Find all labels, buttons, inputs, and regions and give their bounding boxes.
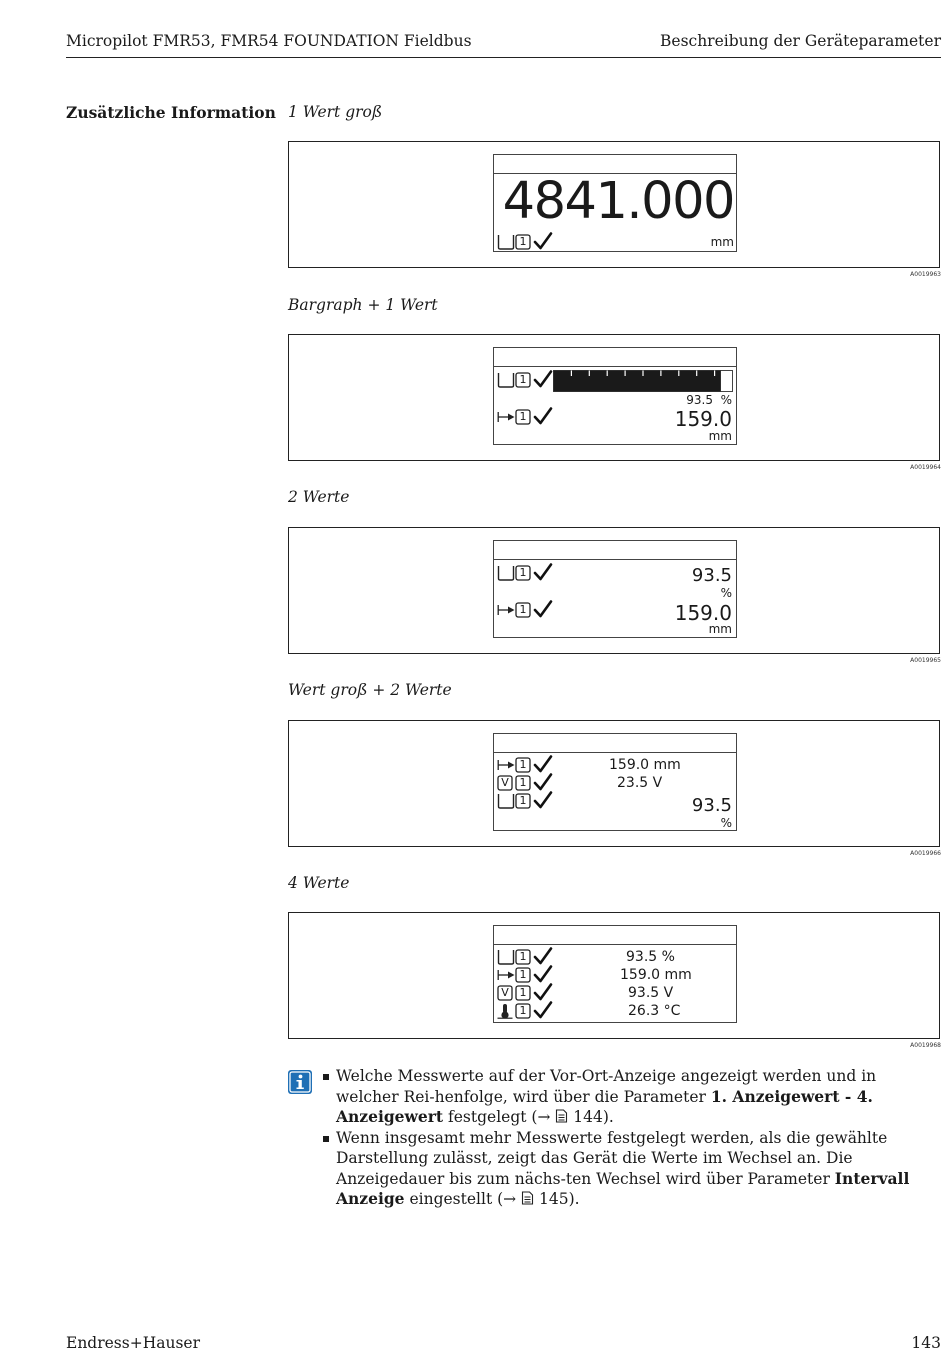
header-section: Beschreibung der Geräteparameter	[660, 32, 941, 50]
note-item-2: Wenn insgesamt mehr Messwerte festgelegt werden, als die gewählte Darstellung zulässt, zeigt das Gerät die Werte im Wechsel an. Die Anzeigedauer bis zum nächs-ten Wechsel wird über Parameter Intervall Anzeige eingestellt (→ 145).	[322, 1128, 928, 1210]
figure-caption-3: 2 Werte	[288, 488, 350, 506]
page-reference-icon	[521, 1191, 534, 1205]
status-ok-icon	[533, 370, 553, 388]
channel-number: 1	[519, 986, 527, 999]
channel-badge	[515, 565, 531, 581]
big-value-unit: %	[720, 816, 732, 830]
figure-code-3: A0019965	[910, 657, 941, 664]
header-title: Micropilot FMR53, FMR54 FOUNDATION Fieldbus	[66, 32, 472, 50]
large-value: 4841.000	[502, 172, 734, 231]
channel-number: 1	[519, 235, 527, 248]
figure-caption-1: 1 Wert groß	[288, 103, 383, 121]
figure-code-5: A0019968	[910, 1042, 941, 1049]
lcd-display-3	[493, 540, 737, 638]
voltage-letter: V	[501, 776, 509, 789]
distance-icon	[497, 602, 515, 618]
value-2-unit: mm	[708, 622, 732, 636]
row-value-1: 159.0 mm	[609, 757, 681, 773]
status-ok-icon	[533, 965, 553, 983]
bargraph	[553, 370, 733, 392]
bargraph-value-number: 93.5	[686, 393, 713, 407]
lcd-title-bar	[494, 348, 736, 367]
status-ok-icon	[533, 563, 553, 581]
header-rule	[66, 57, 941, 58]
value-2: 159.0	[674, 601, 732, 625]
status-ok-icon	[533, 600, 553, 618]
channel-number: 1	[519, 373, 527, 386]
lcd-display-4	[493, 733, 737, 831]
figure-caption-5: 4 Werte	[288, 874, 350, 892]
status-ok-icon	[533, 947, 553, 965]
row-value-4: 26.3 °C	[628, 1003, 681, 1019]
parameter-name: Intervall Anzeige	[336, 1168, 910, 1208]
voltage-letter: V	[501, 986, 509, 999]
channel-badge	[515, 1003, 531, 1019]
channel-badge	[515, 234, 531, 250]
figure-frame-5	[288, 912, 940, 1039]
page-reference-icon	[555, 1109, 568, 1123]
status-ok-icon	[533, 983, 553, 1001]
thermometer-icon	[497, 1003, 513, 1019]
channel-badge	[515, 372, 531, 388]
value-1: 93.5	[691, 565, 732, 586]
status-ok-icon	[533, 1001, 553, 1019]
lcd-title-bar	[494, 734, 736, 753]
status-ok-icon	[533, 755, 553, 773]
voltage-icon	[497, 775, 513, 791]
channel-badge	[515, 793, 531, 809]
row-value-2: 159.0 mm	[620, 967, 692, 983]
lcd-display-1	[493, 154, 737, 252]
footer-brand: Endress+Hauser	[66, 1334, 200, 1352]
channel-number: 1	[519, 1004, 527, 1017]
figure-frame-3	[288, 527, 940, 654]
status-ok-icon	[533, 407, 553, 425]
channel-number: 1	[519, 603, 527, 616]
page-number: 143	[911, 1334, 941, 1352]
row-value-1: 93.5 %	[626, 949, 675, 965]
distance-icon	[497, 757, 515, 773]
figure-caption-2: Bargraph + 1 Wert	[288, 296, 438, 314]
channel-badge	[515, 949, 531, 965]
channel-number: 1	[519, 410, 527, 423]
status-ok-icon	[533, 773, 553, 791]
lcd-display-2	[493, 347, 737, 445]
row-value-3: 93.5 V	[628, 985, 674, 1001]
lcd-display-5	[493, 925, 737, 1023]
info-icon	[288, 1070, 312, 1094]
figure-frame-1	[288, 141, 940, 268]
channel-number: 1	[519, 566, 527, 579]
big-value: 93.5	[691, 795, 732, 816]
level-tank-icon	[497, 372, 515, 388]
value-unit: mm	[708, 429, 732, 443]
figure-frame-4	[288, 720, 940, 847]
row-value-2: 23.5 V	[617, 775, 663, 791]
lcd-title-bar	[494, 541, 736, 560]
channel-number: 1	[519, 776, 527, 789]
figure-code-4: A0019966	[910, 850, 941, 857]
level-tank-icon	[497, 793, 515, 809]
distance-icon	[497, 967, 515, 983]
bargraph-fill	[554, 371, 721, 392]
voltage-icon	[497, 985, 513, 1001]
figure-code-2: A0019964	[910, 464, 941, 471]
bargraph-value-unit: %	[720, 393, 732, 407]
channel-number: 1	[519, 758, 527, 771]
channel-badge	[515, 967, 531, 983]
bargraph-value	[686, 393, 732, 407]
figure-caption-4: Wert groß + 2 Werte	[288, 681, 452, 699]
note-item-1: Welche Messwerte auf der Vor-Ort-Anzeige angezeigt werden und in welcher Rei-henfolge, wird über die Parameter 1. Anzeigewert - 4. Anzeigewert festgelegt (→ 144).	[322, 1066, 928, 1128]
channel-number: 1	[519, 968, 527, 981]
note-list	[322, 1066, 928, 1210]
value-unit: mm	[710, 235, 734, 249]
distance-icon	[497, 409, 515, 425]
level-tank-icon	[497, 565, 515, 581]
parameter-name: 1. Anzeigewert - 4. Anzeigewert	[336, 1086, 873, 1126]
channel-badge	[515, 409, 531, 425]
side-label: Zusätzliche Information	[66, 103, 276, 122]
channel-badge	[515, 757, 531, 773]
channel-badge	[515, 985, 531, 1001]
figure-frame-2	[288, 334, 940, 461]
channel-badge	[515, 602, 531, 618]
level-tank-icon	[497, 949, 515, 965]
status-ok-icon	[533, 791, 553, 809]
level-tank-icon	[497, 234, 515, 250]
status-ok-icon	[533, 232, 553, 250]
value-1-unit: %	[720, 586, 732, 600]
lcd-title-bar	[494, 926, 736, 945]
value: 159.0	[674, 407, 732, 431]
channel-number: 1	[519, 950, 527, 963]
channel-number: 1	[519, 794, 527, 807]
figure-code-1: A0019963	[910, 271, 941, 278]
channel-badge	[515, 775, 531, 791]
